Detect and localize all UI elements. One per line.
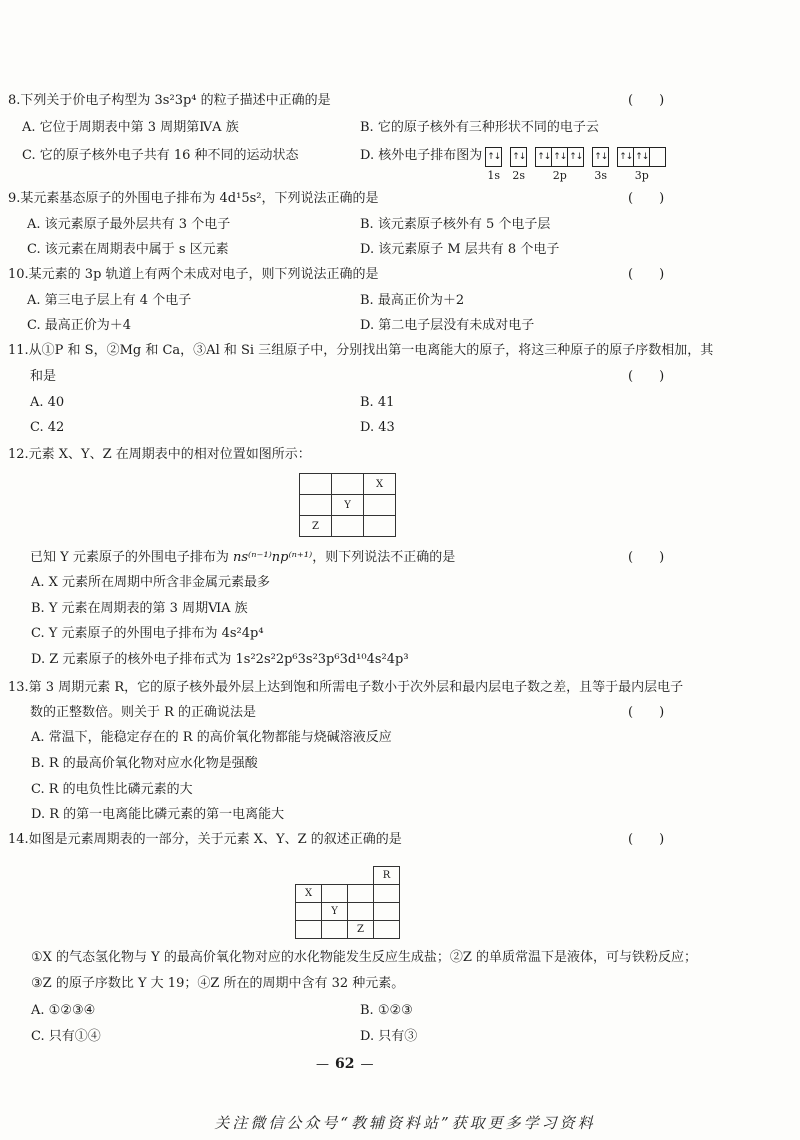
- question-12-option-b: B. Y 元素在周期表的第 3 周期ⅥA 族: [31, 601, 248, 616]
- table-row: [296, 903, 400, 921]
- periodic-table-fragment-q12: [299, 473, 396, 537]
- table-cell: R: [374, 867, 400, 885]
- orbital-box: ↑↓: [551, 147, 568, 167]
- question-13-option-b: B. R 的最高价氧化物对应水化物是强酸: [31, 756, 258, 771]
- orbital-box: ↑↓: [485, 147, 502, 167]
- answer-blank: ( ): [628, 191, 665, 206]
- question-12-option-d: D. Z 元素原子的核外电子排布式为 1s²2s²2p⁶3s²3p⁶3d¹⁰4s²4p³: [31, 652, 409, 667]
- question-14-statements: ①X 的气态氢化物与 Y 的最高价氧化物对应的水化物能发生反应生成盐；②Z 的单质常温下是液体，可与铁粉反应；: [31, 950, 698, 965]
- table-row: [300, 516, 396, 537]
- orbital-box: ↑↓: [510, 147, 527, 167]
- table-cell: X: [364, 474, 396, 495]
- question-11-option-c: C. 42: [30, 420, 65, 435]
- subshell-label: 2p: [552, 169, 567, 182]
- question-8-option-a: A. 它位于周期表中第 3 周期第ⅣA 族: [22, 120, 239, 135]
- table-cell: [322, 867, 348, 885]
- question-10-option-a: A. 第三电子层上有 4 个电子: [27, 293, 192, 308]
- question-9-option-c: C. 该元素在周期表中属于 s 区元素: [27, 242, 229, 257]
- condition-text: 已知 Y 元素原子的外围电子排布为: [30, 550, 233, 565]
- table-cell: [322, 885, 348, 903]
- table-cell: [364, 495, 396, 516]
- table-cell: [374, 903, 400, 921]
- orbital-boxes: [535, 147, 584, 167]
- table-cell: Y: [322, 903, 348, 921]
- page-number-value: 62: [335, 1056, 355, 1072]
- table-cell: [348, 903, 374, 921]
- orbital-box: ↑↓: [567, 147, 584, 167]
- table-cell: [332, 474, 364, 495]
- table-cell: [348, 867, 374, 885]
- question-14-option-a: A. ①②③④: [31, 1003, 96, 1018]
- table-cell: [296, 867, 322, 885]
- question-11-option-d: D. 43: [360, 420, 395, 435]
- question-12-stem: 12.元素 X、Y、Z 在周期表中的相对位置如图所示：: [8, 447, 311, 462]
- table-row: [300, 474, 396, 495]
- orbital-boxes: [592, 147, 609, 167]
- subshell-3s: [592, 147, 609, 182]
- question-11-option-a: A. 40: [30, 395, 65, 410]
- subshell-3p: [617, 147, 666, 182]
- table-row: [300, 495, 396, 516]
- answer-blank: ( ): [628, 93, 665, 108]
- table-cell: [374, 921, 400, 939]
- table-row: [296, 867, 400, 885]
- question-8-option-c: C. 它的原子核外电子共有 16 种不同的运动状态: [22, 148, 299, 163]
- condition-text: ，则下列说法不正确的是: [312, 550, 456, 565]
- page-number-dash: —: [360, 1057, 374, 1072]
- orbital-box: ↑↓: [633, 147, 650, 167]
- subshell-label: 2s: [512, 169, 526, 182]
- electron-config-formula: ns⁽ⁿ⁻¹⁾np⁽ⁿ⁺¹⁾: [232, 550, 313, 565]
- answer-blank: ( ): [628, 550, 665, 565]
- question-12-option-a: A. X 元素所在周期中所含非金属元素最多: [31, 575, 271, 590]
- question-8-option-b: B. 它的原子核外有三种形状不同的电子云: [360, 120, 599, 135]
- table-cell: [322, 921, 348, 939]
- question-10-option-b: B. 最高正价为＋2: [360, 293, 465, 308]
- question-9-option-a: A. 该元素原子最外层共有 3 个电子: [27, 217, 231, 232]
- question-14-option-c: C. 只有①④: [31, 1029, 101, 1044]
- table-cell: Z: [348, 921, 374, 939]
- page-number-dash: —: [316, 1057, 329, 1072]
- question-9-option-d: D. 该元素原子 M 层共有 8 个电子: [360, 242, 560, 257]
- subshell-1s: [485, 147, 502, 182]
- question-14-option-d: D. 只有③: [360, 1029, 418, 1044]
- table-cell: Z: [300, 516, 332, 537]
- orbital-box: ↑↓: [617, 147, 634, 167]
- question-14-statements-continued: ③Z 的原子序数比 Y 大 19；④Z 所在的周期中含有 32 种元素。: [31, 976, 405, 991]
- answer-blank: ( ): [628, 267, 665, 282]
- orbital-boxes: [617, 147, 666, 167]
- subshell-2s: [510, 147, 527, 182]
- answer-blank: ( ): [628, 705, 665, 720]
- periodic-table-fragment-q14: [295, 866, 400, 939]
- question-12-condition: [30, 550, 455, 566]
- table-cell: X: [296, 885, 322, 903]
- question-11-stem-continued: 和是: [30, 369, 57, 384]
- table-row: [296, 921, 400, 939]
- question-13-option-a: A. 常温下，能稳定存在的 R 的高价氧化物都能与烧碱溶液反应: [31, 730, 392, 745]
- orbital-box: [649, 147, 666, 167]
- question-10-option-d: D. 第二电子层没有未成对电子: [360, 318, 535, 333]
- question-11-stem: 11.从①P 和 S，②Mg 和 Ca，③Al 和 Si 三组原子中，分别找出第一电离能大的原子，将这三种原子的原子序数相加，其: [8, 343, 714, 358]
- subshell-label: 3p: [634, 169, 649, 182]
- question-13-stem: 13.第 3 周期元素 R，它的原子核外最外层上达到饱和所需电子数小于次外层和最内层电子数之差，且等于最内层电子: [8, 680, 684, 695]
- question-11-option-b: B. 41: [360, 395, 395, 410]
- table-cell: [374, 885, 400, 903]
- question-10-option-c: C. 最高正价为＋4: [27, 318, 132, 333]
- option-d-text: D. 核外电子排布图为: [360, 148, 483, 163]
- question-13-option-d: D. R 的第一电离能比磷元素的第一电离能大: [31, 807, 285, 822]
- table-cell: [300, 495, 332, 516]
- orbital-boxes: [485, 147, 502, 167]
- question-8-stem: 8.下列关于价电子构型为 3s²3p⁴ 的粒子描述中正确的是: [8, 93, 331, 108]
- orbital-diagram: [485, 147, 674, 182]
- footer-promo-text: 关注微信公众号“教辅资料站”获取更多学习资料: [214, 1114, 596, 1132]
- question-9-stem: 9.某元素基态原子的外围电子排布为 4d¹5s²，下列说法正确的是: [8, 191, 379, 206]
- orbital-boxes: [510, 147, 527, 167]
- page-number: [316, 1056, 373, 1073]
- question-8-option-d: [360, 148, 674, 182]
- subshell-2p: [535, 147, 584, 182]
- answer-blank: ( ): [628, 369, 665, 384]
- table-cell: [332, 516, 364, 537]
- question-13-option-c: C. R 的电负性比磷元素的大: [31, 782, 193, 797]
- table-cell: Y: [332, 495, 364, 516]
- question-9-option-b: B. 该元素原子核外有 5 个电子层: [360, 217, 551, 232]
- subshell-label: 1s: [487, 169, 501, 182]
- question-14-option-b: B. ①②③: [360, 1003, 413, 1018]
- subshell-label: 3s: [594, 169, 608, 182]
- table-cell: [348, 885, 374, 903]
- table-cell: [364, 516, 396, 537]
- table-cell: [296, 921, 322, 939]
- question-14-stem: 14.如图是元素周期表的一部分，关于元素 X、Y、Z 的叙述正确的是: [8, 832, 402, 847]
- table-row: [296, 885, 400, 903]
- question-12-option-c: C. Y 元素原子的外围电子排布为 4s²4p⁴: [31, 626, 264, 641]
- question-10-stem: 10.某元素的 3p 轨道上有两个未成对电子，则下列说法正确的是: [8, 267, 379, 282]
- table-cell: [296, 903, 322, 921]
- question-13-stem-continued: 数的正整数倍。则关于 R 的正确说法是: [30, 705, 257, 720]
- answer-blank: ( ): [628, 832, 665, 847]
- orbital-box: ↑↓: [535, 147, 552, 167]
- table-cell: [300, 474, 332, 495]
- orbital-box: ↑↓: [592, 147, 609, 167]
